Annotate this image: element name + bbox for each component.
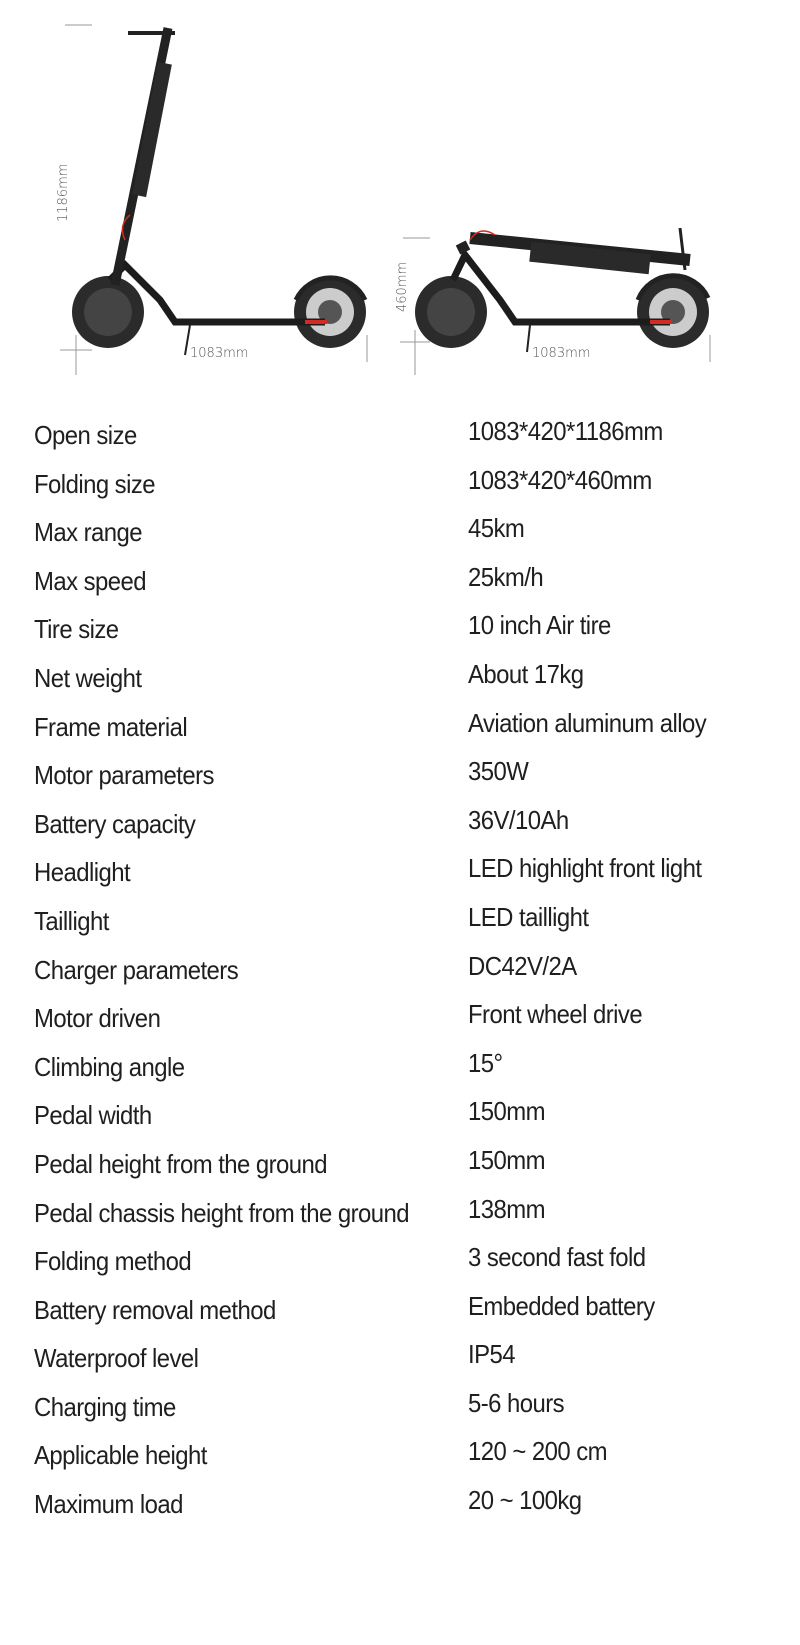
spec-row	[0, 412, 800, 461]
spec-label: Waterproof level	[34, 1343, 199, 1374]
spec-label: Open size	[34, 420, 137, 450]
spec-row	[0, 1141, 800, 1190]
folded-height-label: 460mm	[395, 261, 410, 312]
spec-row	[0, 509, 800, 558]
open-scooter-icon	[72, 28, 366, 355]
spec-row	[0, 947, 800, 996]
spec-label: Charger parameters	[34, 954, 239, 985]
spec-row	[0, 1238, 800, 1287]
spec-label: Headlight	[34, 857, 131, 888]
spec-row	[0, 995, 800, 1044]
spec-label: Climbing angle	[34, 1051, 185, 1082]
spec-value: 3 second fast fold	[468, 1242, 646, 1273]
spec-label: Pedal width	[34, 1100, 152, 1131]
scooter-dimension-figure	[0, 0, 800, 380]
spec-label: Battery capacity	[34, 808, 196, 839]
spec-value: 15°	[468, 1047, 503, 1078]
scooter-illustrations	[0, 0, 800, 380]
spec-value: 150mm	[468, 1096, 546, 1127]
spec-value: Embedded battery	[468, 1290, 655, 1321]
spec-label: Tire size	[34, 614, 119, 645]
spec-value: 150mm	[468, 1144, 546, 1175]
spec-label: Applicable height	[34, 1440, 207, 1471]
spec-value: 350W	[468, 756, 529, 787]
spec-value: About 17kg	[468, 658, 584, 689]
spec-row	[0, 606, 800, 655]
spec-label: Max speed	[34, 565, 147, 596]
spec-row	[0, 1384, 800, 1433]
spec-value: 25km/h	[468, 561, 544, 592]
spec-row	[0, 752, 800, 801]
spec-row	[0, 849, 800, 898]
spec-value: 5-6 hours	[468, 1387, 565, 1418]
spec-label: Taillight	[34, 905, 109, 936]
spec-row	[0, 1190, 800, 1239]
spec-value: LED taillight	[468, 901, 589, 932]
spec-label: Pedal height from the ground	[34, 1148, 328, 1179]
spec-value: 120 ~ 200 cm	[468, 1436, 607, 1467]
spec-label: Charging time	[34, 1391, 176, 1422]
spec-value: 138mm	[468, 1193, 546, 1224]
spec-row	[0, 801, 800, 850]
spec-table	[0, 412, 800, 1530]
spec-label: Folding size	[34, 468, 156, 499]
spec-value: 36V/10Ah	[468, 804, 569, 835]
spec-row	[0, 1044, 800, 1093]
open-height-label: 1186mm	[56, 163, 71, 222]
spec-label: Motor driven	[34, 1003, 161, 1034]
spec-row	[0, 1287, 800, 1336]
spec-label: Pedal chassis height from the ground	[34, 1197, 410, 1228]
folded-scooter-icon	[415, 228, 709, 352]
spec-row	[0, 1335, 800, 1384]
spec-row	[0, 1481, 800, 1530]
open-length-label: 1083mm	[190, 346, 249, 361]
spec-label: Motor parameters	[34, 760, 214, 791]
spec-row	[0, 898, 800, 947]
spec-value: Front wheel drive	[468, 999, 643, 1030]
spec-value: 10 inch Air tire	[468, 610, 611, 641]
spec-value: 1083*420*460mm	[468, 464, 652, 495]
spec-row	[0, 461, 800, 510]
spec-label: Max range	[34, 517, 143, 548]
spec-label: Net weight	[34, 662, 142, 693]
spec-row	[0, 1092, 800, 1141]
spec-label: Folding method	[34, 1246, 192, 1277]
spec-value: 45km	[468, 513, 525, 544]
spec-label: Maximum load	[34, 1489, 183, 1520]
spec-value: Aviation aluminum alloy	[468, 707, 707, 738]
spec-label: Frame material	[34, 711, 188, 742]
spec-row	[0, 1432, 800, 1481]
spec-row	[0, 655, 800, 704]
taillight-icon	[305, 320, 327, 324]
spec-value: 20 ~ 100kg	[468, 1485, 582, 1516]
spec-value: 1083*420*1186mm	[468, 416, 663, 446]
spec-row	[0, 558, 800, 607]
folded-length-label: 1083mm	[532, 346, 591, 361]
spec-value: LED highlight front light	[468, 853, 702, 884]
spec-value: IP54	[468, 1339, 516, 1370]
spec-row	[0, 704, 800, 753]
spec-value: DC42V/2A	[468, 950, 577, 981]
spec-label: Battery removal method	[34, 1294, 276, 1325]
